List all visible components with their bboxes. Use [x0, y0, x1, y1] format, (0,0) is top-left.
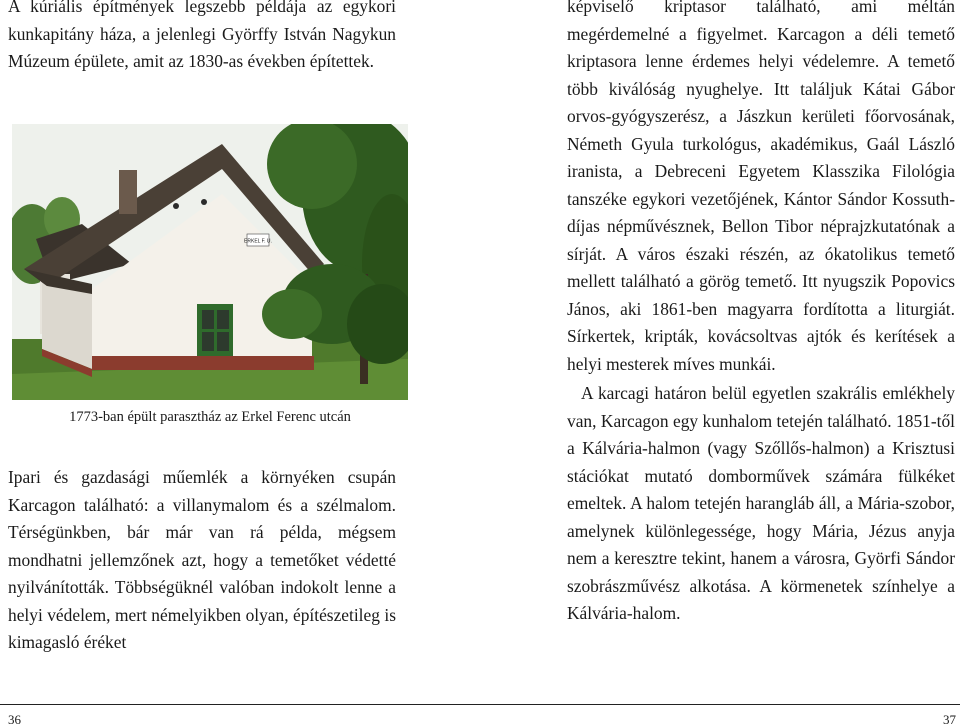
house-photo	[12, 124, 408, 400]
page-number-left: 36	[8, 712, 21, 727]
paragraph-cemeteries: képviselő kriptasor található, ami méltán megérdemelné a figyelmet. Karcagon a déli temető kriptasora lenne érdemes helyi védelemre. A temető több kiválóság nyughelye. Itt találjuk Kátai Gábor orvos-gyógyszerész, a Jászkun kerületi főorvosának, Németh Gyula turkológus, akadémikus, Gaál László iranista, a Debreceni Egyetem Klasszika Filológia tanszéke egykori vezetőjének, Kántor Sándor Kossuth-díjas népművésznek, Bellon Tibor néprajzkutatónak a sírját. A város északi részén, az ókatolikus temető mellett található a görög temető. Itt nyugszik Popovics János, aki 1861-ben magyarra fordította a liturgiát. Sírkertek, kripták, kovácsoltvas ajtók és kerítések a helyi mesterek míves munkái.	[567, 0, 955, 374]
footer-rule	[0, 704, 960, 705]
photo-caption: 1773-ban épült parasztház az Erkel Ferenc utcán	[69, 409, 351, 425]
body-paragraph: Ipari és gazdasági műemlék a környéken csupán Karcagon található: a villanymalom és a szélmalom. Térségünkben, bár már van rá példa, mégsem mondhatni jellemzőnek azt, hogy a temetőket védetté nyilvánították. Többségüknél valóban indokolt lenne a helyi védelem, mert némelyikben olyan, építészetileg is kimagasló éréket	[8, 467, 396, 652]
intro-paragraph: A kúriális építmények legszebb példája az egykori kunkapitány háza, a jelenlegi Györffy István Nagykun Múzeum épülete, amit az 1830-as években építettek.	[8, 0, 396, 71]
paragraph-calvary: A karcagi határon belül egyetlen szakrális emlékhely van, Karcagon egy kunhalom tetején található. 1851-től a Kálvária-halmon (vagy Szőllős-halmon) a Krisztusi stációkat mutató domborművek számára fülkéket emeltek. A halom tetején harangláb áll, a Mária-szobor, amelynek különlegessége, hogy Mária, Jézus anyja nem a keresztre tekint, hanem a városra, Györfi Sándor szobrászművész alkotása. A körmenetek színhelye a Kálvária-halom.	[567, 383, 955, 623]
street-sign: ERKEL F. U.	[244, 238, 272, 245]
page-number-right: 37	[943, 712, 956, 727]
